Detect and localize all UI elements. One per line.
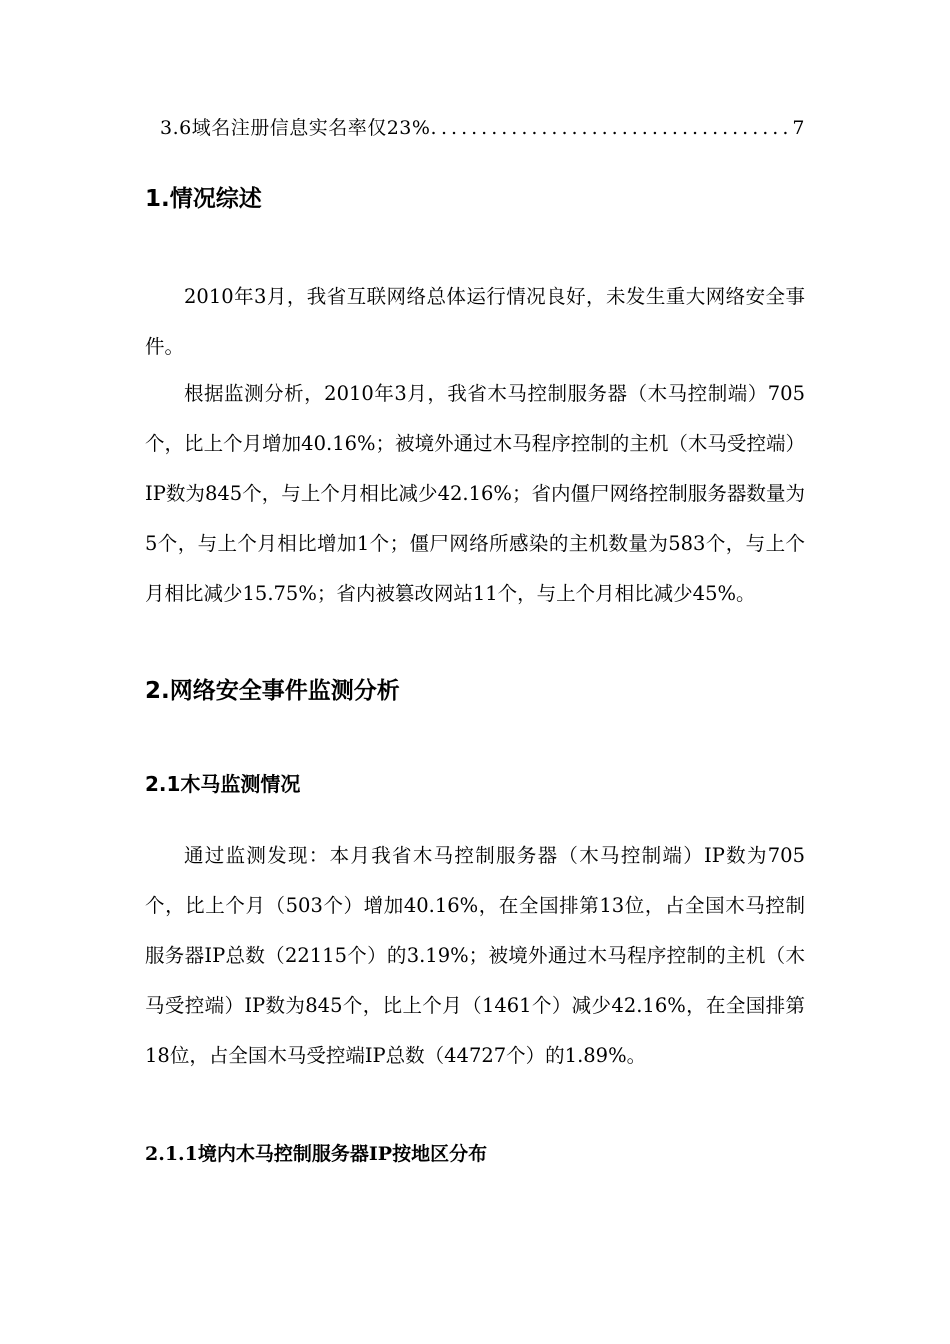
trojan-paragraph: 通过监测发现：本月我省木马控制服务器（木马控制端）IP数为705个，比上个月（503个）增加40.16%，在全国排第13位，占全国木马控制服务器IP总数（22115个）的3.19%；被境外通过木马程序控制的主机（木马受控端）IP数为845个，比上个月（1461个）减少42.16%，在全国排第18位，占全国木马受控端IP总数（44727个）的1.89%。 (145, 844, 805, 1067)
toc-entry-page: 7 (792, 117, 805, 139)
overview-paragraph-1: 2010年3月，我省互联网络总体运行情况良好，未发生重大网络安全事件。 (145, 285, 805, 358)
section-heading-overview: 1.情况综述 (145, 186, 262, 212)
toc-leader-dots (441, 113, 788, 143)
toc-entry[interactable] (160, 113, 805, 143)
overview-paragraph-2: 根据监测分析，2010年3月，我省木马控制服务器（木马控制端）705个，比上个月增加40.16%；被境外通过木马程序控制的主机（木马受控端）IP数为845个，与上个月相比减少42.16%；省内僵尸网络控制服务器数量为5个，与上个月相比增加1个；僵尸网络所感染的主机数量为583个，与上个月相比减少15.75%；省内被篡改网站11个，与上个月相比减少45%。 (145, 382, 805, 605)
toc-entry-label: 3.6域名注册信息实名率仅23%. (160, 117, 437, 139)
subsubsection-heading-trojan-region: 2.1.1境内木马控制服务器IP按地区分布 (145, 1143, 488, 1165)
section-heading-security-events: 2.网络安全事件监测分析 (145, 678, 400, 704)
subsection-heading-trojan: 2.1木马监测情况 (145, 772, 301, 796)
